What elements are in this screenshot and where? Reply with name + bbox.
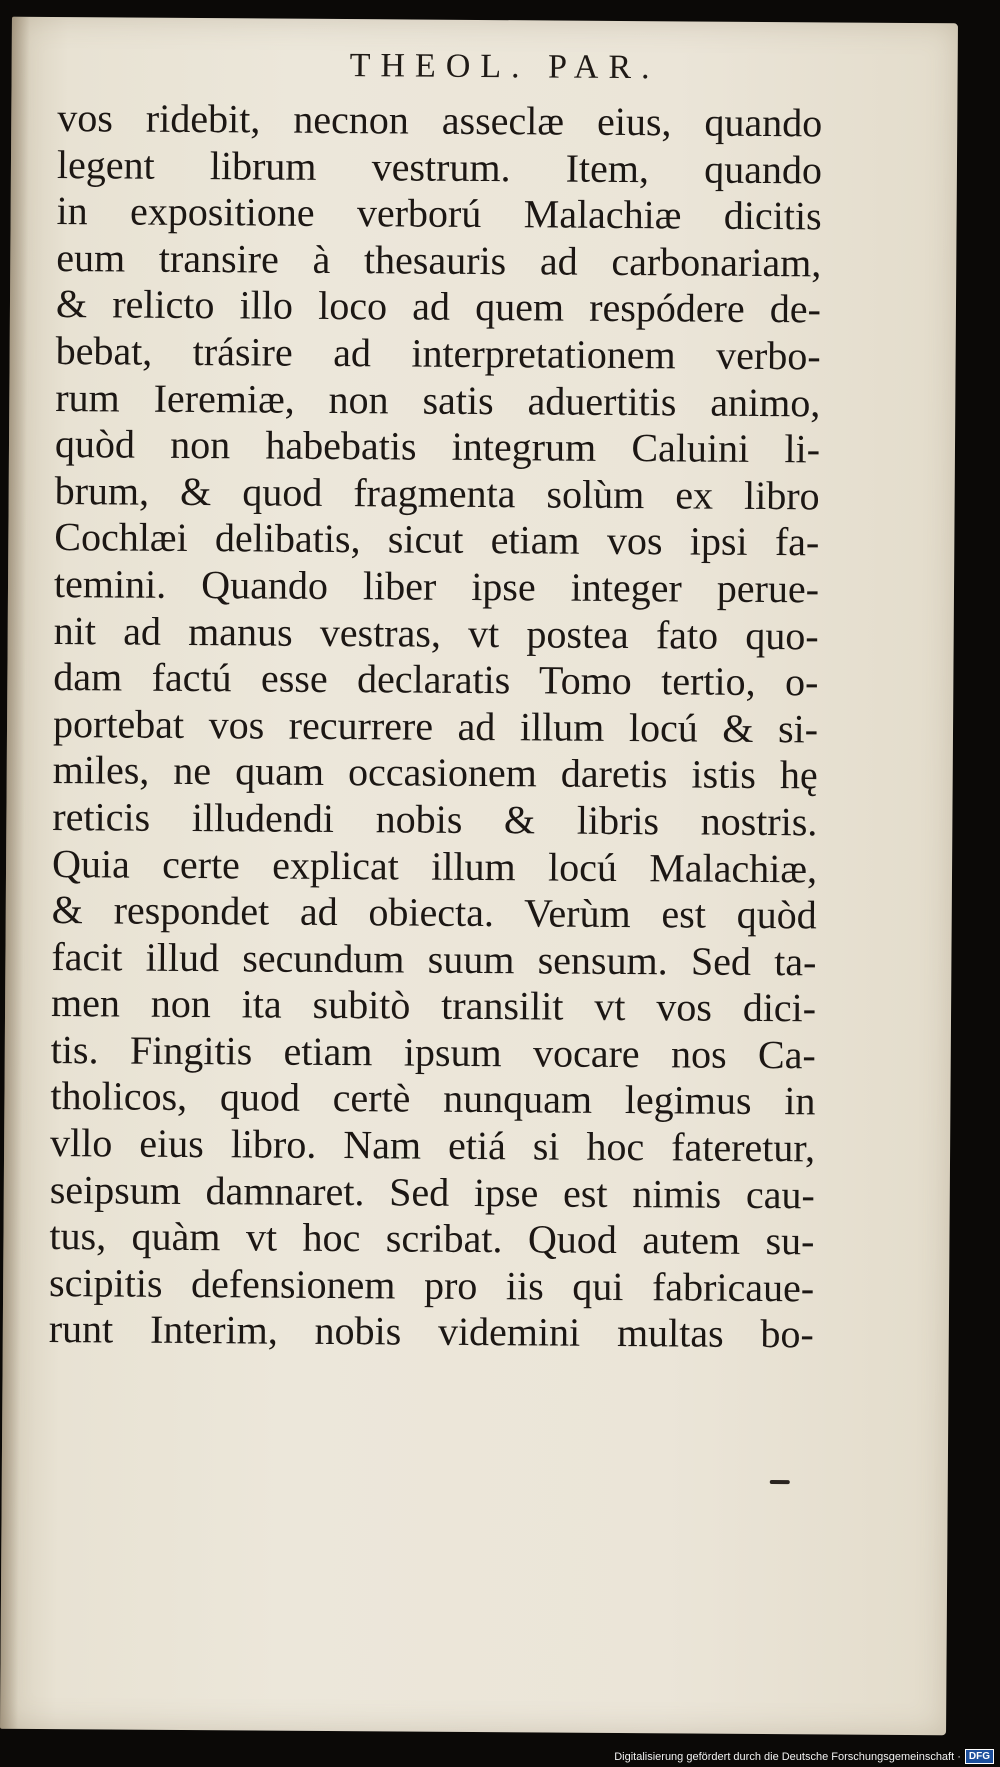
text-line: & respondet ad obiecta. Verùm est quòd [51,887,817,938]
text-line: Cochlæi delibatis, sicut etiam vos ipsi fa- [54,514,820,565]
credit-text: Digitalisierung gefördert durch die Deutsche Forschungsgemeinschaft · [614,1750,961,1763]
running-head: THEOL. PAR. [349,47,660,87]
text-line: miles, ne quam occasionem daretis istis hę [52,747,818,798]
text-line: portebat vos recurrere ad illum locú & si- [52,700,819,752]
dfg-logo: DFG [965,1749,994,1764]
text-line: & relicto illo loco ad quem respódere de- [55,281,822,332]
text-line: tus, quàm vt hoc scribat. Quod autem su- [49,1213,815,1264]
digitization-credit [614,1749,994,1764]
text-line: tholicos, quod certè nunquam legimus in [50,1073,816,1124]
book-page [0,17,958,1736]
text-line: brum, & quod fragmenta solùm ex libro [54,467,820,519]
text-line: facit illud secundum suum sensum. Sed ta- [51,933,817,985]
body-text [49,95,823,1358]
text-line: rum Ieremiæ, non satis aduertitis animo, [55,374,821,425]
text-line: Quia certe explicat illum locú Malachiæ, [51,840,818,891]
text-line: vllo eius libro. Nam etiá si hoc fateretur, [49,1120,816,1171]
text-line: eum transire à thesauris ad carbonariam, [56,234,822,286]
text-line: quòd non habebatis integrum Caluini li- [54,421,821,472]
text-line: temini. Quando liber ipse integer perue- [53,560,820,612]
text-line: nit ad manus vestras, vt postea fato quo- [53,607,819,658]
text-line: runt Interim, nobis videmini multas bo- [48,1306,814,1357]
text-line: bebat, trásire ad interpretationem verbo- [55,328,821,379]
text-line: tis. Fingitis etiam ipsum vocare nos Ca- [50,1026,816,1078]
text-line: in expositione verború Malachiæ dicitis [56,188,822,239]
text-line: vos ridebit, necnon asseclæ eius, quando [57,95,823,146]
text-line: reticis illudendi nobis & libris nostris. [52,793,818,845]
text-line: dam factú esse declaratis Tomo tertio, o- [53,654,819,705]
page-gutter-shadow [0,17,30,1729]
text-line: legent librum vestrum. Item, quando [56,141,823,192]
text-line: scipitis defensionem pro iis qui fabricaue- [48,1259,815,1311]
catchword-mark [770,1480,790,1484]
text-line: seipsum damnaret. Sed ipse est nimis cau- [49,1166,815,1218]
text-line: men non ita subitò transilit vt vos dici- [50,980,817,1031]
